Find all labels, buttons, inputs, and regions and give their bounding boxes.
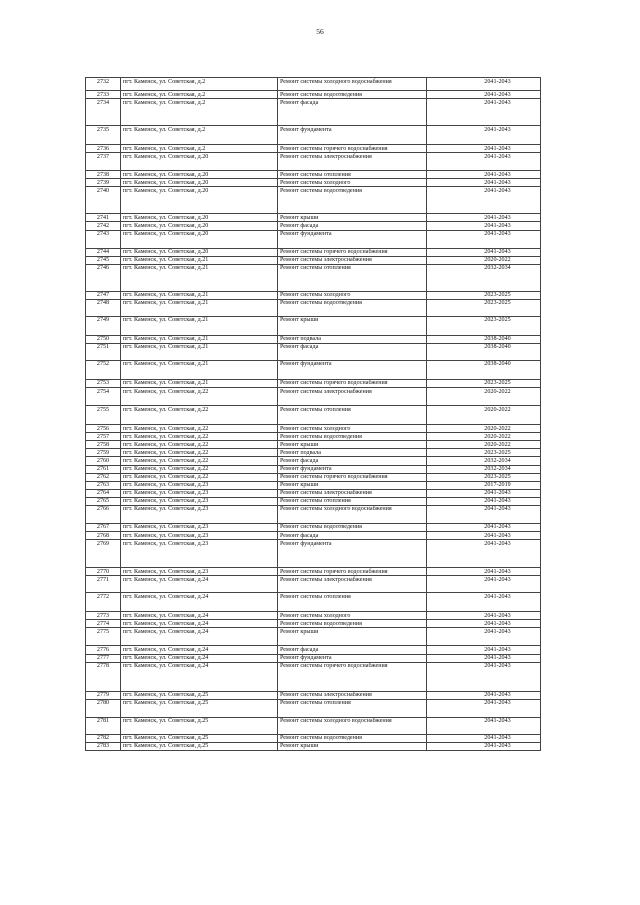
- table-row: [86, 593, 541, 612]
- table-row: [86, 388, 541, 406]
- row-number-cell: 2772: [86, 593, 121, 612]
- table-row: [86, 406, 541, 425]
- period-cell: 2041-2043: [427, 662, 541, 691]
- work-type-cell: Ремонт системы отопления: [278, 497, 427, 505]
- work-type-cell: Ремонт системы водоотведения: [278, 91, 427, 99]
- work-type-cell: Ремонт системы горячего водоснабжения: [278, 473, 427, 481]
- table-row: [86, 505, 541, 523]
- address-cell: пгт. Каменск, ул. Советская, д.22: [121, 433, 278, 441]
- row-number-cell: 2757: [86, 433, 121, 441]
- table-row: [86, 612, 541, 620]
- address-cell: пгт. Каменск, ул. Советская, д.23: [121, 505, 278, 523]
- period-cell: 2041-2043: [427, 691, 541, 699]
- row-number-cell: 2744: [86, 248, 121, 256]
- row-number-cell: 2752: [86, 360, 121, 379]
- table-row: [86, 264, 541, 291]
- table-row: [86, 316, 541, 335]
- work-type-cell: Ремонт системы электроснабжения: [278, 576, 427, 593]
- period-cell: 2041-2043: [427, 489, 541, 497]
- work-type-cell: Ремонт системы холодного: [278, 179, 427, 187]
- work-type-cell: Ремонт фундамента: [278, 465, 427, 473]
- table-row: [86, 425, 541, 433]
- table-row: [86, 256, 541, 264]
- work-type-cell: Ремонт фасада: [278, 343, 427, 360]
- period-cell: 2041-2043: [427, 717, 541, 734]
- table-row: [86, 457, 541, 465]
- work-type-cell: Ремонт системы горячего водоснабжения: [278, 248, 427, 256]
- period-cell: 2020-2022: [427, 441, 541, 449]
- address-cell: пгт. Каменск, ул. Советская, д.22: [121, 425, 278, 433]
- row-number-cell: 2736: [86, 145, 121, 153]
- period-cell: 2041-2043: [427, 145, 541, 153]
- period-cell: 2041-2043: [427, 576, 541, 593]
- address-cell: пгт. Каменск, ул. Советская, д.22: [121, 406, 278, 425]
- address-cell: пгт. Каменск, ул. Советская, д.21: [121, 299, 278, 316]
- row-number-cell: 2766: [86, 505, 121, 523]
- table-row: [86, 343, 541, 360]
- work-type-cell: Ремонт фасада: [278, 457, 427, 465]
- address-cell: пгт. Каменск, ул. Советская, д.24: [121, 628, 278, 646]
- row-number-cell: 2742: [86, 222, 121, 230]
- period-cell: 2041-2043: [427, 179, 541, 187]
- address-cell: пгт. Каменск, ул. Советская, д.23: [121, 481, 278, 489]
- work-type-cell: Ремонт системы водоотведения: [278, 299, 427, 316]
- row-number-cell: 2778: [86, 662, 121, 691]
- row-number-cell: 2733: [86, 91, 121, 99]
- work-type-cell: Ремонт системы водоотведения: [278, 433, 427, 441]
- table-row: [86, 628, 541, 646]
- address-cell: пгт. Каменск, ул. Советская, д.21: [121, 335, 278, 343]
- table-row: [86, 153, 541, 171]
- row-number-cell: 2750: [86, 335, 121, 343]
- period-cell: 2032-2034: [427, 457, 541, 465]
- work-type-cell: Ремонт крыши: [278, 316, 427, 335]
- period-cell: 2041-2043: [427, 532, 541, 540]
- address-cell: пгт. Каменск, ул. Советская, д.22: [121, 388, 278, 406]
- work-type-cell: Ремонт системы горячего водоснабжения: [278, 568, 427, 576]
- period-cell: 2041-2043: [427, 540, 541, 568]
- address-cell: пгт. Каменск, ул. Советская, д.20: [121, 230, 278, 248]
- period-cell: 2041-2043: [427, 523, 541, 531]
- address-cell: пгт. Каменск, ул. Советская, д.20: [121, 214, 278, 222]
- address-cell: пгт. Каменск, ул. Советская, д.24: [121, 654, 278, 662]
- work-type-cell: Ремонт системы горячего водоснабжения: [278, 379, 427, 387]
- period-cell: 2041-2043: [427, 612, 541, 620]
- work-type-cell: Ремонт фундамента: [278, 230, 427, 248]
- row-number-cell: 2741: [86, 214, 121, 222]
- period-cell: 2041-2043: [427, 646, 541, 654]
- period-cell: 2041-2043: [427, 230, 541, 248]
- address-cell: пгт. Каменск, ул. Советская, д.24: [121, 612, 278, 620]
- work-type-cell: Ремонт подвала: [278, 449, 427, 457]
- period-cell: 2041-2043: [427, 628, 541, 646]
- table-row: [86, 99, 541, 126]
- table-row: [86, 699, 541, 717]
- work-type-cell: Ремонт системы холодного: [278, 425, 427, 433]
- row-number-cell: 2740: [86, 187, 121, 214]
- work-type-cell: Ремонт крыши: [278, 441, 427, 449]
- address-cell: пгт. Каменск, ул. Советская, д.20: [121, 187, 278, 214]
- row-number-cell: 2743: [86, 230, 121, 248]
- work-type-cell: Ремонт системы холодного водоснабжения: [278, 78, 427, 91]
- period-cell: 2023-2025: [427, 449, 541, 457]
- address-cell: пгт. Каменск, ул. Советская, д.21: [121, 256, 278, 264]
- table-row: [86, 78, 541, 91]
- period-cell: 2017-2019: [427, 481, 541, 489]
- address-cell: пгт. Каменск, ул. Советская, д.21: [121, 264, 278, 291]
- table-row: [86, 179, 541, 187]
- row-number-cell: 2753: [86, 379, 121, 387]
- work-type-cell: Ремонт системы отопления: [278, 264, 427, 291]
- address-cell: пгт. Каменск, ул. Советская, д.23: [121, 489, 278, 497]
- row-number-cell: 2767: [86, 523, 121, 531]
- period-cell: 2041-2043: [427, 568, 541, 576]
- row-number-cell: 2777: [86, 654, 121, 662]
- table-row: [86, 734, 541, 742]
- address-cell: пгт. Каменск, ул. Советская, д.23: [121, 497, 278, 505]
- row-number-cell: 2735: [86, 126, 121, 145]
- work-type-cell: Ремонт крыши: [278, 742, 427, 750]
- table-row: [86, 433, 541, 441]
- period-cell: 2041-2043: [427, 78, 541, 91]
- address-cell: пгт. Каменск, ул. Советская, д.21: [121, 379, 278, 387]
- address-cell: пгт. Каменск, ул. Советская, д.21: [121, 291, 278, 299]
- address-cell: пгт. Каменск, ул. Советская, д.2: [121, 78, 278, 91]
- address-cell: пгт. Каменск, ул. Советская, д.2: [121, 99, 278, 126]
- period-cell: 2041-2043: [427, 699, 541, 717]
- address-cell: пгт. Каменск, ул. Советская, д.24: [121, 593, 278, 612]
- table-row: [86, 360, 541, 379]
- period-cell: 2020-2022: [427, 406, 541, 425]
- row-number-cell: 2763: [86, 481, 121, 489]
- work-type-cell: Ремонт системы холодного водоснабжения: [278, 717, 427, 734]
- row-number-cell: 2761: [86, 465, 121, 473]
- address-cell: пгт. Каменск, ул. Советская, д.23: [121, 523, 278, 531]
- work-type-cell: Ремонт фундамента: [278, 540, 427, 568]
- address-cell: пгт. Каменск, ул. Советская, д.22: [121, 457, 278, 465]
- table-row: [86, 187, 541, 214]
- period-cell: 2041-2043: [427, 99, 541, 126]
- row-number-cell: 2769: [86, 540, 121, 568]
- row-number-cell: 2782: [86, 734, 121, 742]
- period-cell: 2023-2025: [427, 316, 541, 335]
- work-type-cell: Ремонт системы горячего водоснабжения: [278, 662, 427, 691]
- address-cell: пгт. Каменск, ул. Советская, д.25: [121, 742, 278, 750]
- table-row: [86, 335, 541, 343]
- address-cell: пгт. Каменск, ул. Советская, д.22: [121, 465, 278, 473]
- table-row: [86, 230, 541, 248]
- table-row: [86, 222, 541, 230]
- work-type-cell: Ремонт крыши: [278, 628, 427, 646]
- work-type-cell: Ремонт крыши: [278, 481, 427, 489]
- table-row: [86, 540, 541, 568]
- work-type-cell: Ремонт системы электроснабжения: [278, 489, 427, 497]
- row-number-cell: 2751: [86, 343, 121, 360]
- row-number-cell: 2756: [86, 425, 121, 433]
- period-cell: 2041-2043: [427, 742, 541, 750]
- period-cell: 2041-2043: [427, 214, 541, 222]
- address-cell: пгт. Каменск, ул. Советская, д.24: [121, 620, 278, 628]
- address-cell: пгт. Каменск, ул. Советская, д.22: [121, 473, 278, 481]
- work-type-cell: Ремонт системы электроснабжения: [278, 256, 427, 264]
- table-row: [86, 742, 541, 750]
- period-cell: 2041-2043: [427, 91, 541, 99]
- table-row: [86, 497, 541, 505]
- address-cell: пгт. Каменск, ул. Советская, д.23: [121, 532, 278, 540]
- row-number-cell: 2732: [86, 78, 121, 91]
- table-row: [86, 145, 541, 153]
- row-number-cell: 2779: [86, 691, 121, 699]
- table-row: [86, 91, 541, 99]
- row-number-cell: 2780: [86, 699, 121, 717]
- period-cell: 2020-2022: [427, 256, 541, 264]
- row-number-cell: 2745: [86, 256, 121, 264]
- address-cell: пгт. Каменск, ул. Советская, д.25: [121, 691, 278, 699]
- table-row: [86, 717, 541, 734]
- row-number-cell: 2781: [86, 717, 121, 734]
- work-type-cell: Ремонт системы электроснабжения: [278, 691, 427, 699]
- work-type-cell: Ремонт системы водоотведения: [278, 523, 427, 531]
- address-cell: пгт. Каменск, ул. Советская, д.20: [121, 171, 278, 179]
- address-cell: пгт. Каменск, ул. Советская, д.25: [121, 717, 278, 734]
- address-cell: пгт. Каменск, ул. Советская, д.23: [121, 540, 278, 568]
- table-row: [86, 691, 541, 699]
- table-row: [86, 379, 541, 387]
- table-row: [86, 441, 541, 449]
- period-cell: 2041-2043: [427, 171, 541, 179]
- period-cell: 2041-2043: [427, 620, 541, 628]
- row-number-cell: 2762: [86, 473, 121, 481]
- period-cell: 2041-2043: [427, 126, 541, 145]
- address-cell: пгт. Каменск, ул. Советская, д.22: [121, 449, 278, 457]
- table-row: [86, 489, 541, 497]
- work-type-cell: Ремонт фундамента: [278, 654, 427, 662]
- table-row: [86, 473, 541, 481]
- work-type-cell: Ремонт фасада: [278, 532, 427, 540]
- period-cell: 2032-2034: [427, 264, 541, 291]
- work-type-cell: Ремонт системы водоотведения: [278, 187, 427, 214]
- page-number: 56: [316, 27, 324, 36]
- work-type-cell: Ремонт крыши: [278, 214, 427, 222]
- period-cell: 2038-2040: [427, 360, 541, 379]
- row-number-cell: 2754: [86, 388, 121, 406]
- table-row: [86, 568, 541, 576]
- row-number-cell: 2738: [86, 171, 121, 179]
- work-type-cell: Ремонт системы отопления: [278, 406, 427, 425]
- period-cell: 2020-2022: [427, 425, 541, 433]
- period-cell: 2041-2043: [427, 497, 541, 505]
- period-cell: 2038-2040: [427, 343, 541, 360]
- table-row: [86, 481, 541, 489]
- row-number-cell: 2747: [86, 291, 121, 299]
- period-cell: 2041-2043: [427, 654, 541, 662]
- table-row: [86, 532, 541, 540]
- work-type-cell: Ремонт системы холодного: [278, 291, 427, 299]
- work-type-cell: Ремонт системы электроснабжения: [278, 153, 427, 171]
- address-cell: пгт. Каменск, ул. Советская, д.24: [121, 576, 278, 593]
- table-row: [86, 620, 541, 628]
- address-cell: пгт. Каменск, ул. Советская, д.20: [121, 248, 278, 256]
- row-number-cell: 2746: [86, 264, 121, 291]
- row-number-cell: 2775: [86, 628, 121, 646]
- row-number-cell: 2748: [86, 299, 121, 316]
- table-row: [86, 523, 541, 531]
- period-cell: 2023-2025: [427, 379, 541, 387]
- address-cell: пгт. Каменск, ул. Советская, д.2: [121, 126, 278, 145]
- period-cell: 2041-2043: [427, 248, 541, 256]
- period-cell: 2023-2025: [427, 291, 541, 299]
- work-type-cell: Ремонт системы отопления: [278, 171, 427, 179]
- table-row: [86, 299, 541, 316]
- work-type-cell: Ремонт подвала: [278, 335, 427, 343]
- row-number-cell: 2764: [86, 489, 121, 497]
- period-cell: 2041-2043: [427, 187, 541, 214]
- row-number-cell: 2749: [86, 316, 121, 335]
- address-cell: пгт. Каменск, ул. Советская, д.21: [121, 360, 278, 379]
- table-row: [86, 662, 541, 691]
- period-cell: 2020-2022: [427, 433, 541, 441]
- address-cell: пгт. Каменск, ул. Советская, д.2: [121, 91, 278, 99]
- address-cell: пгт. Каменск, ул. Советская, д.20: [121, 222, 278, 230]
- work-type-cell: Ремонт фундамента: [278, 126, 427, 145]
- table-row: [86, 654, 541, 662]
- table-row: [86, 126, 541, 145]
- address-cell: пгт. Каменск, ул. Советская, д.2: [121, 145, 278, 153]
- work-type-cell: Ремонт системы отопления: [278, 593, 427, 612]
- row-number-cell: 2771: [86, 576, 121, 593]
- period-cell: 2041-2043: [427, 153, 541, 171]
- work-type-cell: Ремонт системы электроснабжения: [278, 388, 427, 406]
- period-cell: 2041-2043: [427, 505, 541, 523]
- work-type-cell: Ремонт системы горячего водоснабжения: [278, 145, 427, 153]
- work-type-cell: Ремонт фасада: [278, 646, 427, 654]
- row-number-cell: 2737: [86, 153, 121, 171]
- work-type-cell: Ремонт системы водоотведения: [278, 734, 427, 742]
- table-row: [86, 449, 541, 457]
- period-cell: 2041-2043: [427, 222, 541, 230]
- repair-schedule-table: [85, 77, 541, 751]
- address-cell: пгт. Каменск, ул. Советская, д.24: [121, 662, 278, 691]
- row-number-cell: 2739: [86, 179, 121, 187]
- row-number-cell: 2755: [86, 406, 121, 425]
- row-number-cell: 2774: [86, 620, 121, 628]
- row-number-cell: 2759: [86, 449, 121, 457]
- row-number-cell: 2734: [86, 99, 121, 126]
- period-cell: 2023-2025: [427, 473, 541, 481]
- row-number-cell: 2770: [86, 568, 121, 576]
- address-cell: пгт. Каменск, ул. Советская, д.21: [121, 343, 278, 360]
- address-cell: пгт. Каменск, ул. Советская, д.21: [121, 316, 278, 335]
- work-type-cell: Ремонт системы холодного: [278, 612, 427, 620]
- period-cell: 2020-2022: [427, 388, 541, 406]
- table-row: [86, 291, 541, 299]
- work-type-cell: Ремонт системы водоотведения: [278, 620, 427, 628]
- address-cell: пгт. Каменск, ул. Советская, д.24: [121, 646, 278, 654]
- row-number-cell: 2765: [86, 497, 121, 505]
- row-number-cell: 2773: [86, 612, 121, 620]
- address-cell: пгт. Каменск, ул. Советская, д.25: [121, 699, 278, 717]
- address-cell: пгт. Каменск, ул. Советская, д.25: [121, 734, 278, 742]
- work-type-cell: Ремонт фундамента: [278, 360, 427, 379]
- row-number-cell: 2768: [86, 532, 121, 540]
- period-cell: 2041-2043: [427, 734, 541, 742]
- table-row: [86, 214, 541, 222]
- table-row: [86, 465, 541, 473]
- address-cell: пгт. Каменск, ул. Советская, д.22: [121, 441, 278, 449]
- table-row: [86, 576, 541, 593]
- work-type-cell: Ремонт фасада: [278, 99, 427, 126]
- period-cell: 2038-2040: [427, 335, 541, 343]
- table-row: [86, 646, 541, 654]
- period-cell: 2041-2043: [427, 593, 541, 612]
- address-cell: пгт. Каменск, ул. Советская, д.20: [121, 153, 278, 171]
- address-cell: пгт. Каменск, ул. Советская, д.20: [121, 179, 278, 187]
- period-cell: 2032-2034: [427, 465, 541, 473]
- row-number-cell: 2758: [86, 441, 121, 449]
- work-type-cell: Ремонт системы отопления: [278, 699, 427, 717]
- table-row: [86, 248, 541, 256]
- address-cell: пгт. Каменск, ул. Советская, д.23: [121, 568, 278, 576]
- work-type-cell: Ремонт фасада: [278, 222, 427, 230]
- period-cell: 2023-2025: [427, 299, 541, 316]
- work-type-cell: Ремонт системы холодного водоснабжения: [278, 505, 427, 523]
- row-number-cell: 2783: [86, 742, 121, 750]
- row-number-cell: 2776: [86, 646, 121, 654]
- table-row: [86, 171, 541, 179]
- row-number-cell: 2760: [86, 457, 121, 465]
